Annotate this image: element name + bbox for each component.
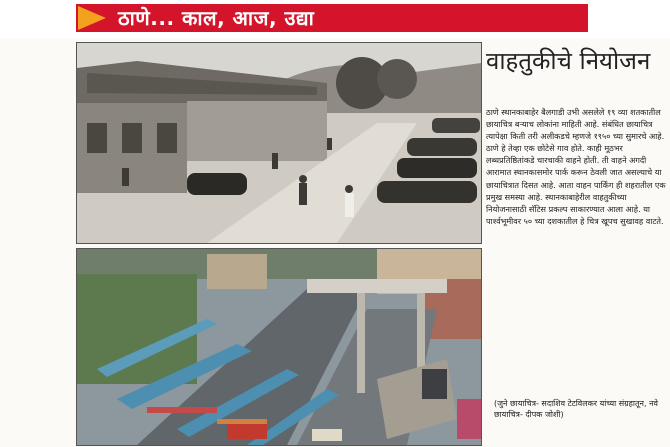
banner-title: ठाणे... काल, आज, उद्या: [118, 6, 315, 30]
article-body: ठाणे स्थानकाबाहेर बैलगाडी उभी असलेले १९ व्या शतकातील छायाचित्र बऱ्याच लोकांना माहिती आहे. संबंधित छायाचित्र त्यापेक्षा किती तरी अलीकडचे म्हणजे १९५० च्या सुमारचे आहे. ठाणे हे तेव्हा एक छोटेसे गाव होते. काही मूठभर लब्धप्रतिष्ठितांकडे चारचाकी वाहने होती. ती वाहने अगदी आरामात स्थानकासमोर पार्क करून ठेवली जात असल्याचे या छायाचित्रात दिसत आहे. आता वाहन पार्किंग ही शहरातील एक प्रमुख समस्या आहे. स्थानकाबाहेरील वाहतुकीच्या नियोजनासाठी सॅटिस प्रकल्प साकारण्यात आला आहे. या पार्श्वभूमीवर ५० च्या दशकातील हे चित्र खूपच सुखावह वाटते.: [486, 107, 666, 226]
historic-station-photo-icon: [77, 43, 481, 243]
historic-station-photo: [76, 42, 482, 244]
modern-station-photo-icon: [77, 249, 481, 445]
banner-arrow-icon: [78, 6, 106, 30]
article-heading: वाहतुकीचे नियोजन: [486, 47, 651, 75]
section-banner: [0, 0, 670, 38]
photo-credit: (जुने छायाचित्र- सदाशिव टेटविलकर यांच्या संग्रहातून, नवे छायाचित्र- दीपक जोशी): [494, 399, 658, 419]
modern-station-photo: [76, 248, 482, 446]
